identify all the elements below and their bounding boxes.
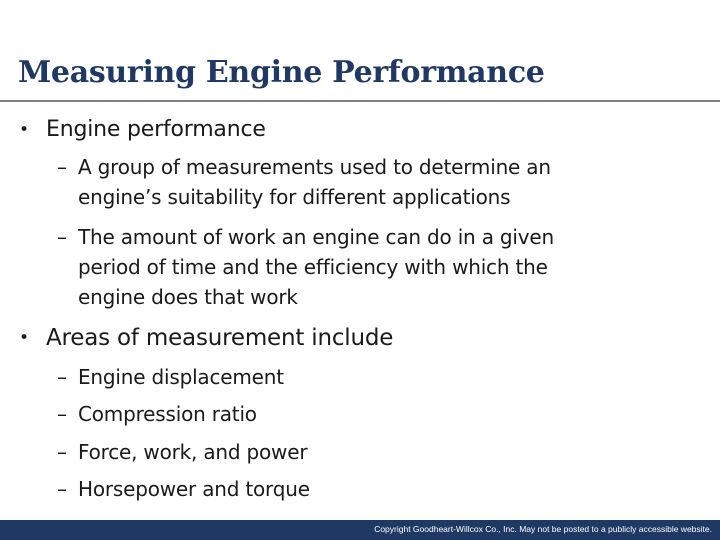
footer-bar (0, 520, 720, 540)
title-divider (0, 100, 720, 102)
dash-icon: – (57, 155, 67, 179)
sub-bullet-line: engine’s suitability for different applications (78, 185, 511, 209)
sub-bullet-line: The amount of work an engine can do in a given (78, 225, 554, 249)
sub-bullet (57, 399, 698, 429)
sub-bullet (57, 362, 698, 392)
dash-icon: – (57, 440, 67, 464)
dash-icon: – (57, 365, 67, 389)
bullet-engine-performance (19, 117, 266, 143)
sub-bullet (57, 474, 698, 504)
bullet-text: Engine performance (46, 117, 266, 142)
sub-bullet (57, 152, 698, 212)
dash-icon: – (57, 477, 67, 501)
bullet-icon: • (19, 328, 29, 348)
copyright-notice: Copyright Goodheart-Willcox Co., Inc. May not be posted to a publicly accessible website. (374, 524, 712, 534)
sub-bullet-line: period of time and the efficiency with which the (78, 255, 548, 279)
dash-icon: – (57, 402, 67, 426)
sub-bullet (57, 437, 698, 467)
sub-bullet-line: A group of measurements used to determine an (78, 155, 551, 179)
bullet-icon: • (19, 120, 29, 140)
sub-bullet-line: Force, work, and power (78, 440, 308, 464)
sub-bullet-line: engine does that work (78, 285, 298, 309)
sub-bullet-line: Compression ratio (78, 402, 257, 426)
bullet-areas-of-measurement (19, 325, 394, 351)
sub-bullet-line: Engine displacement (78, 365, 284, 389)
dash-icon: – (57, 225, 67, 249)
sub-bullet (57, 222, 698, 312)
bullet-text: Areas of measurement include (46, 325, 394, 351)
sub-bullet-line: Horsepower and torque (78, 477, 310, 501)
slide-title: Measuring Engine Performance (18, 55, 545, 90)
